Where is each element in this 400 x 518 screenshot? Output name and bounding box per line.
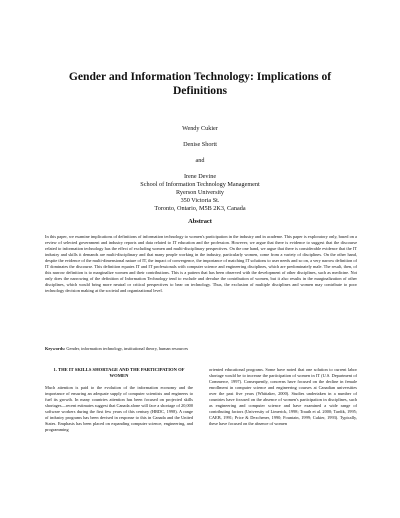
author-conjunction: and bbox=[195, 157, 205, 164]
left-column bbox=[45, 367, 193, 433]
paper-title: Gender and Information Technology: Implications of Definitions bbox=[68, 70, 332, 97]
author-name: Wendy Cukier bbox=[182, 125, 218, 132]
keywords-label: Keywords: bbox=[45, 346, 66, 351]
keywords-text: Gender, information technology, institutional theory, human resources bbox=[66, 346, 189, 351]
right-column-text: oriented educational programs. Some have noted that one solution to current labor shortage would be to increase the participation of women in IT (U.S. Department of Commerce, 1997). Consequently, concerns have focused on the decline in female enrollment in computer science and engineering courses at Canadian universities over the past five years (Whittaker, 2000). Studies undertaken in a number of countries have focused on the absence of women's participation in disciplines, such as engineering and computer science and have examined a wide range of contributing factors (University of Limerick, 1998; Trauth et al. 2000; Tardik, 1995; CAEB, 1991; Price & Dexchener, 1990; Fountain, 1999; Cukier, 1993). Typically, these have focused on the absence of women bbox=[209, 367, 357, 426]
author-name: Denise Shortt bbox=[183, 141, 217, 148]
keywords-line bbox=[45, 346, 357, 352]
abstract-heading: Abstract bbox=[188, 218, 212, 225]
right-column bbox=[209, 367, 357, 427]
section-heading: 1. THE IT SKILLS SHORTAGE AND THE PARTICIPATION OF WOMEN bbox=[53, 367, 185, 378]
left-column-text: Much attention is paid to the evolution of the information economy and the importance of ensuring an adequate supply of computer scientists and engineers to fuel its growth. In many countries attention has been focused on projected skills shortages—recent estimates suggest that Canada alone will face a shortage of 20,000 software workers during the first few years of this century (HRDC, 1998). A range of industry programs has been devised in response to this in Canada and the United States. Emphasis has been placed on expanding computer science, engineering, and programming bbox=[45, 385, 193, 432]
author-name: Irene Devine bbox=[183, 173, 217, 180]
affiliation-line: School of Information Technology Management bbox=[140, 181, 260, 188]
abstract-body: In this paper, we examine implications of definitions of information technology to women's participation in the industry and in academe. This paper is exploratory only, based on a review of selected government and industry reports and data related to IT education and the profession. However, we argue that there is evidence to suggest that the discourse related to information technology has the effect of excluding women and multi-disciplinary perspectives. On the one hand, we argue that there is considerable evidence that the IT industry and skills it demands are multi-disciplinary and that many people working in the industry, particularly women, come from a variety of disciplines. On the other hand, despite the evidence of the multi-dimensional nature of IT, the impact of convergence, the importance of matching IT solutions to user needs and so on, a very narrow definition of IT dominates the discourse. This definition equates IT and IT professionals with computer science and engineering disciplines, which are predominately male. The result, then, of this narrow definition is to marginalize women and their contributions. This is a pattern that has been observed with the development of other disciplines, such as medicine. Not only does the narrowing of the definition of Information Technology tend to exclude and devalue the contribution of women, but it also results in the marginalization of other disciplines, which would bring more neutral or critical perspectives to bear on technology. Thus, the exclusion of multiple disciplines and women may contribute to poor technology decision making at the societal and organizational level. bbox=[45, 234, 357, 293]
affiliation-line: Toronto, Ontario, M5B 2K3, Canada bbox=[154, 205, 246, 212]
affiliation-line: 350 Victoria St. bbox=[180, 197, 220, 204]
affiliation-line: Ryerson University bbox=[175, 189, 225, 196]
